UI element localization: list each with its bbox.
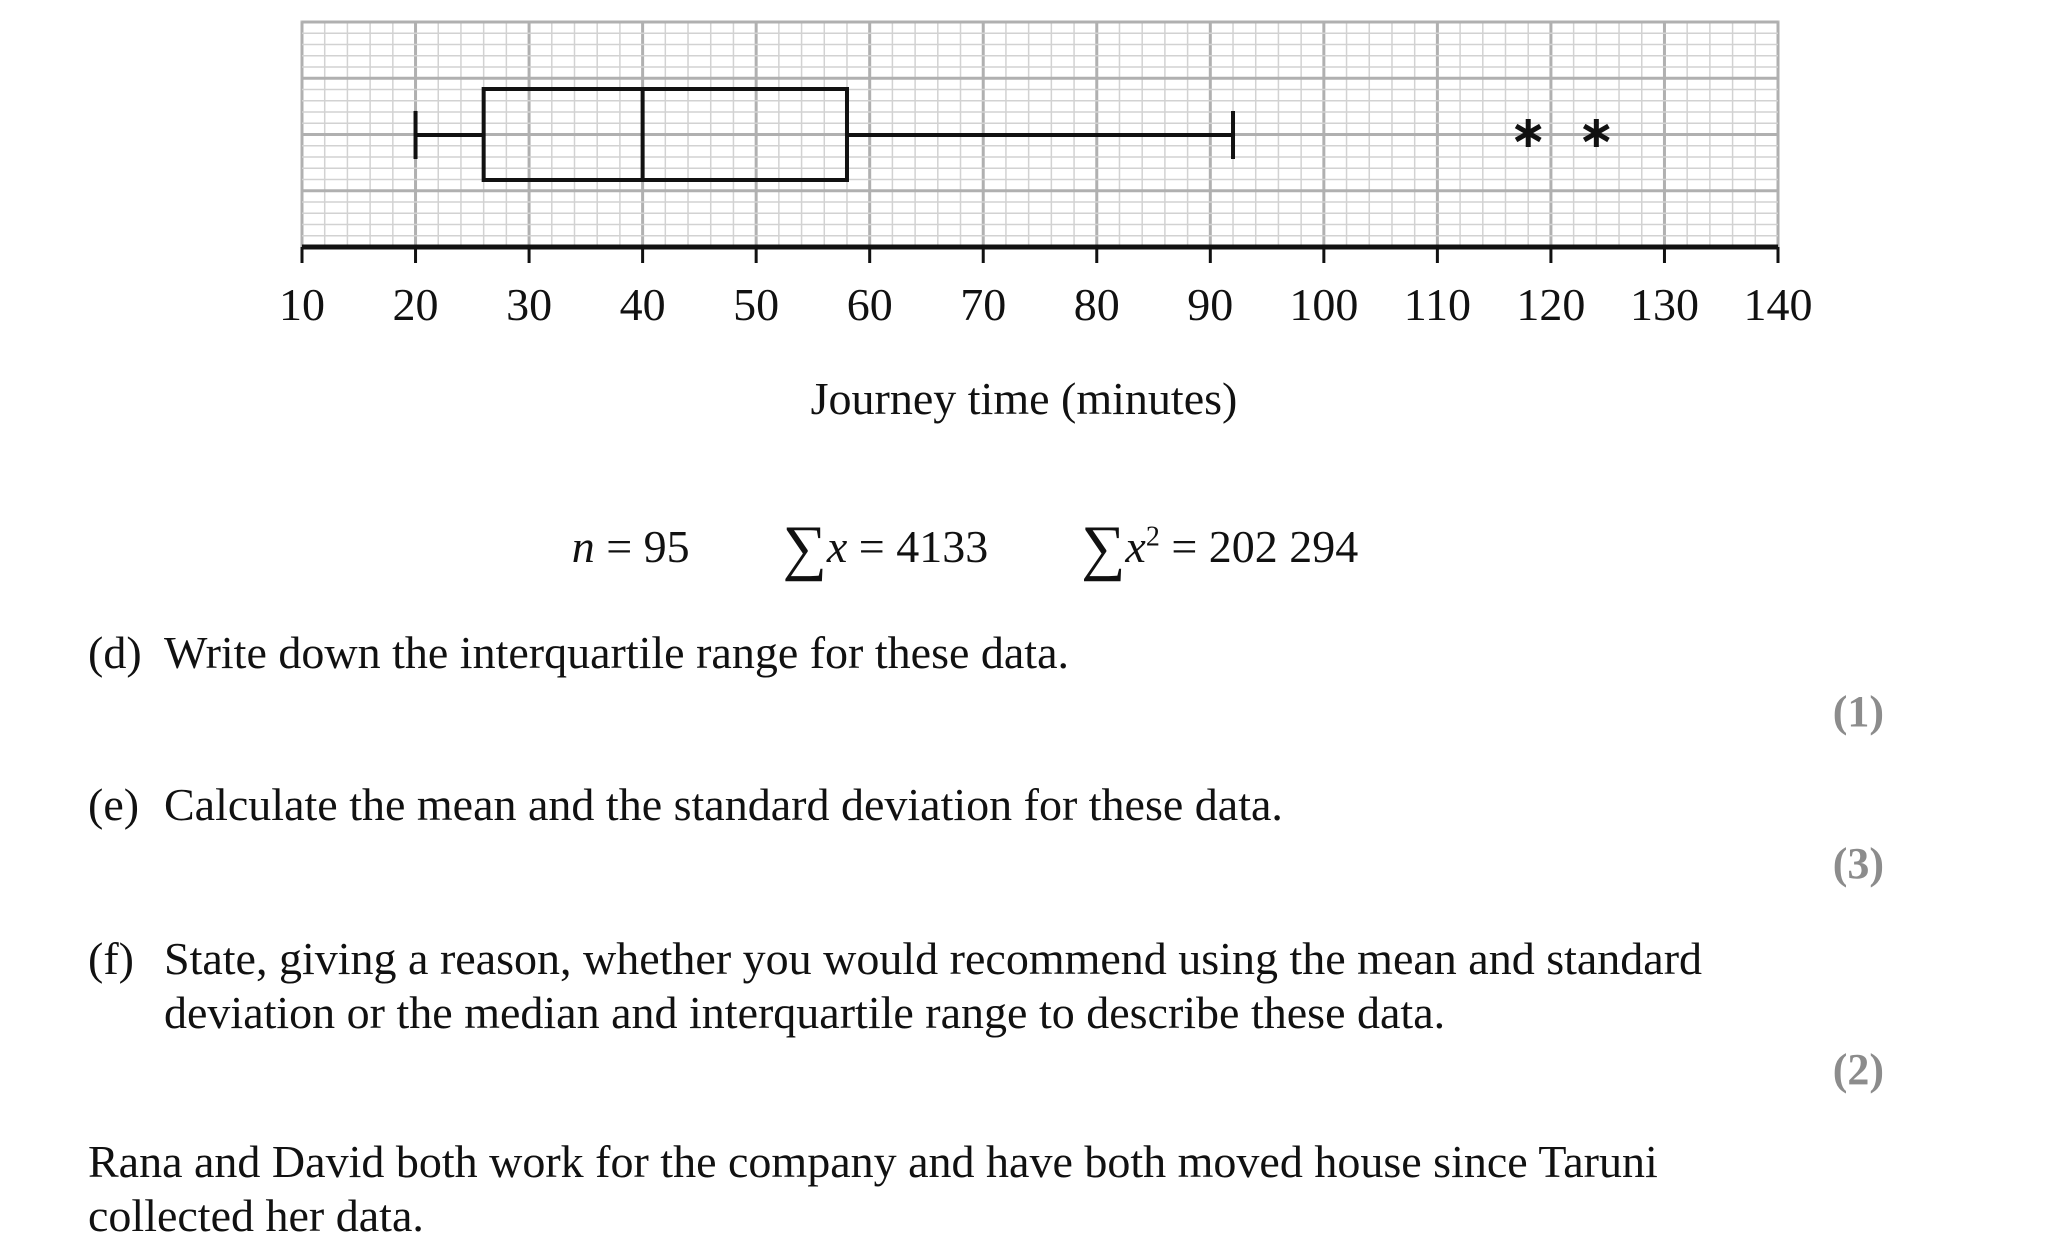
box-plot bbox=[0, 0, 2048, 330]
sum-x-squared: $\sum x^2 = 202$ 294 bbox=[1081, 514, 1359, 582]
question-label: (d) bbox=[88, 627, 142, 678]
x-tick-label: 130 bbox=[1629, 279, 1699, 330]
x-tick-label: 60 bbox=[846, 279, 893, 330]
x-tick-label: 10 bbox=[279, 279, 325, 330]
question-f bbox=[88, 932, 1828, 1040]
x-axis-title: Journey time (minutes) bbox=[810, 373, 1238, 424]
marks-d: (1) bbox=[1832, 687, 1884, 736]
question-text: State, giving a reason, whether you would recommend using the mean and standard deviation or the median and interquartile range to describe these data. bbox=[164, 933, 1703, 1038]
question-text: Write down the interquartile range for these data. bbox=[164, 627, 1069, 678]
x-tick-label: 90 bbox=[1187, 279, 1234, 330]
question-text: Calculate the mean and the standard deviation for these data. bbox=[164, 779, 1283, 830]
question-e bbox=[88, 778, 1828, 832]
marks-e: (3) bbox=[1832, 839, 1884, 888]
x-tick-label: 80 bbox=[1073, 279, 1120, 330]
x-tick-label: 40 bbox=[619, 279, 666, 330]
summary-statistics bbox=[0, 507, 1930, 582]
x-tick-label: 100 bbox=[1289, 279, 1359, 330]
question-d bbox=[88, 626, 1828, 680]
context-paragraph: Rana and David both work for the company and have both moved house since Taruni collected her data. bbox=[88, 1136, 1658, 1241]
question-label: (e) bbox=[88, 779, 140, 830]
x-tick-label: 70 bbox=[960, 279, 1007, 330]
x-tick-label: 120 bbox=[1516, 279, 1586, 330]
x-axis-ticks bbox=[279, 247, 1813, 330]
marks-f: (2) bbox=[1832, 1045, 1884, 1094]
x-tick-label: 30 bbox=[506, 279, 553, 330]
x-tick-label: 110 bbox=[1403, 279, 1472, 330]
x-tick-label: 20 bbox=[392, 279, 439, 330]
x-tick-label: 50 bbox=[733, 279, 780, 330]
x-tick-label: 140 bbox=[1743, 279, 1813, 330]
n-symbol: n = 95 bbox=[571, 521, 690, 572]
sum-x: ∑x = 4133 bbox=[782, 514, 989, 582]
question-label: (f) bbox=[88, 933, 134, 984]
